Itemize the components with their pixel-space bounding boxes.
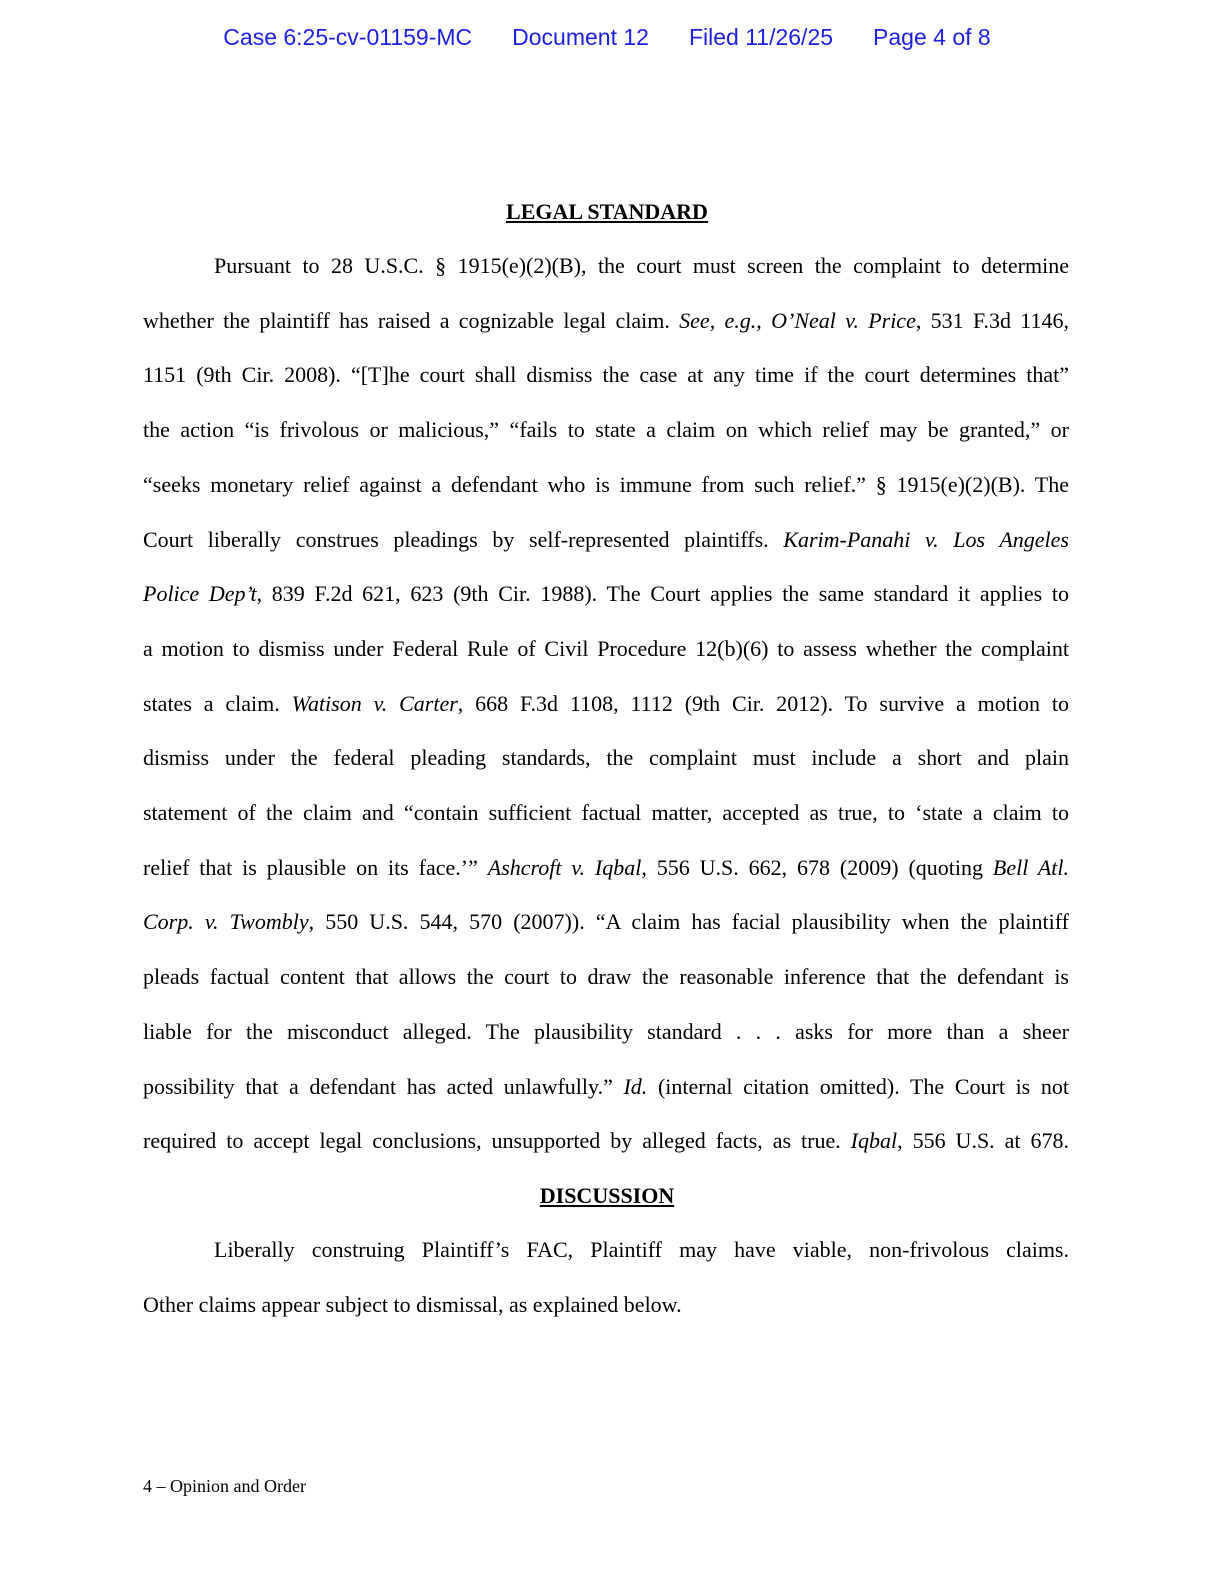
discussion-heading: DISCUSSION xyxy=(539,1183,675,1208)
ecf-filing-header xyxy=(0,20,1214,54)
legal-standard-heading: LEGAL STANDARD xyxy=(506,199,708,224)
paragraph-line: Corp. v. Twombly, 550 U.S. 544, 570 (2007)). “A claim has facial plausibility when the plaintiff xyxy=(143,909,1069,935)
page-footer: 4 – Opinion and Order xyxy=(143,1476,306,1496)
case-number: Case 6:25-cv-01159-MC xyxy=(223,24,473,50)
paragraph-line: statement of the claim and “contain sufficient factual matter, accepted as true, to ‘state a claim to xyxy=(143,800,1069,826)
paragraph-line: “seeks monetary relief against a defendant who is immune from such relief.” § 1915(e)(2)(B). The xyxy=(143,471,1069,497)
paragraph-line: required to accept legal conclusions, unsupported by alleged facts, as true. Iqbal, 556 U.S. at 678. xyxy=(143,1128,1069,1154)
filed-date: Filed 11/26/25 xyxy=(688,24,834,50)
page-count: Page 4 of 8 xyxy=(873,24,991,50)
discussion-paragraph xyxy=(143,1223,1069,1332)
paragraph-line: 1151 (9th Cir. 2008). “[T]he court shall dismiss the case at any time if the court determines that” xyxy=(143,362,1069,388)
paragraph-line: the action “is frivolous or malicious,” “fails to state a claim on which relief may be granted,” or xyxy=(143,417,1069,443)
paragraph-line: states a claim. Watison v. Carter, 668 F.3d 1108, 1112 (9th Cir. 2012). To survive a motion to xyxy=(143,690,1069,716)
paragraph-line: liable for the misconduct alleged. The plausibility standard . . . asks for more than a sheer xyxy=(143,1018,1069,1044)
paragraph-line: a motion to dismiss under Federal Rule of Civil Procedure 12(b)(6) to assess whether the complaint xyxy=(143,635,1069,661)
paragraph-line: Court liberally construes pleadings by self-represented plaintiffs. Karim-Panahi v. Los Angeles xyxy=(143,526,1069,552)
document-number: Document 12 xyxy=(512,24,649,50)
legal-standard-paragraph xyxy=(143,239,1069,1169)
paragraph-line: Other claims appear subject to dismissal, as explained below. xyxy=(143,1291,682,1317)
paragraph-line: dismiss under the federal pleading standards, the complaint must include a short and plain xyxy=(143,745,1069,771)
paragraph-line: Police Dep’t, 839 F.2d 621, 623 (9th Cir. 1988). The Court applies the same standard it applies to xyxy=(143,581,1069,607)
paragraph-line: pleads factual content that allows the court to draw the reasonable inference that the defendant is xyxy=(143,964,1069,990)
paragraph-line: possibility that a defendant has acted unlawfully.” Id. (internal citation omitted). The Court is not xyxy=(143,1073,1069,1099)
paragraph-line: whether the plaintiff has raised a cognizable legal claim. See, e.g., O’Neal v. Price, 531 F.3d 1146, xyxy=(143,307,1069,333)
paragraph-line: relief that is plausible on its face.’” Ashcroft v. Iqbal, 556 U.S. 662, 678 (2009) (quoting Bell Atl. xyxy=(143,854,1070,880)
paragraph-line: Liberally construing Plaintiff’s FAC, Plaintiff may have viable, non-frivolous claims. xyxy=(214,1237,1069,1262)
paragraph-line: Pursuant to 28 U.S.C. § 1915(e)(2)(B), the court must screen the complaint to determine xyxy=(214,253,1069,278)
